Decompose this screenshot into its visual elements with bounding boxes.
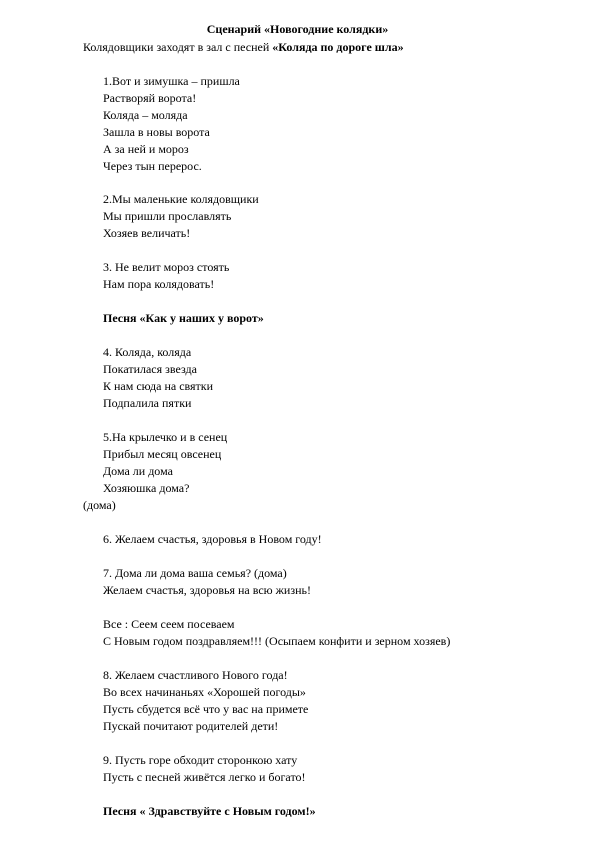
verse-line: 5.На крылечко и в сенец — [103, 430, 228, 444]
verse-line: Покатилася звезда — [103, 362, 197, 376]
verse-line: 8. Желаем счастливого Нового года! — [103, 668, 288, 682]
verse-line: 3. Не велит мороз стоять — [103, 260, 230, 274]
verse-line: А за ней и мороз — [103, 142, 189, 156]
verse-line: Зашла в новы ворота — [103, 125, 210, 139]
verse-line: Коляда – моляда — [103, 108, 188, 122]
verse-line: Желаем счастья, здоровья на всю жизнь! — [103, 583, 311, 597]
verse-line: Во всех начинаньях «Хорошей погоды» — [103, 685, 306, 699]
song-heading: Песня « Здравствуйте с Новым годом!» — [103, 804, 316, 818]
verse-line: Мы пришли прославлять — [103, 209, 232, 223]
verse-line: Пусть сбудется всё что у вас на примете — [103, 702, 309, 716]
document-title: Сценарий «Новогодние колядки» — [206, 22, 389, 36]
verse-line: 2.Мы маленькие колядовщики — [103, 192, 259, 206]
verse-line: Пусть с песней живётся легко и богато! — [103, 770, 306, 784]
verse-line: Нам пора колядовать! — [103, 277, 215, 291]
verse-line: Растворяй ворота! — [103, 91, 197, 105]
verse-line: Хозяев величать! — [103, 226, 191, 240]
verse-line: 9. Пусть горе обходит сторонкою хату — [103, 753, 298, 767]
verse-line: 7. Дома ли дома ваша семья? (дома) — [103, 566, 287, 580]
verse-line: Пускай почитают родителей дети! — [103, 719, 279, 733]
verse-line: Дома ли дома — [103, 464, 173, 478]
intro-line — [83, 40, 404, 54]
intro-song-title: «Коляда по дороге шла» — [272, 40, 404, 54]
response-line: (дома) — [83, 498, 116, 512]
song-heading: Песня «Как у наших у ворот» — [103, 311, 264, 325]
verse-line: 6. Желаем счастья, здоровья в Новом году! — [103, 532, 322, 546]
verse-line: 1.Вот и зимушка – пришла — [103, 74, 240, 88]
verse-line: С Новым годом поздравляем!!! (Осыпаем конфити и зерном хозяев) — [103, 634, 451, 648]
verse-line: Через тын перерос. — [103, 159, 202, 173]
verse-line: Подпалила пятки — [103, 396, 192, 410]
verse-line: Все : Сеем сеем посеваем — [103, 617, 235, 631]
verse-line: Хозяюшка дома? — [103, 481, 190, 495]
intro-text: Колядовщики заходят в зал с песней — [83, 40, 273, 54]
verse-line: Прибыл месяц овсенец — [103, 447, 222, 461]
verse-line: К нам сюда на святки — [103, 379, 214, 393]
verse-line: 4. Коляда, коляда — [103, 345, 192, 359]
